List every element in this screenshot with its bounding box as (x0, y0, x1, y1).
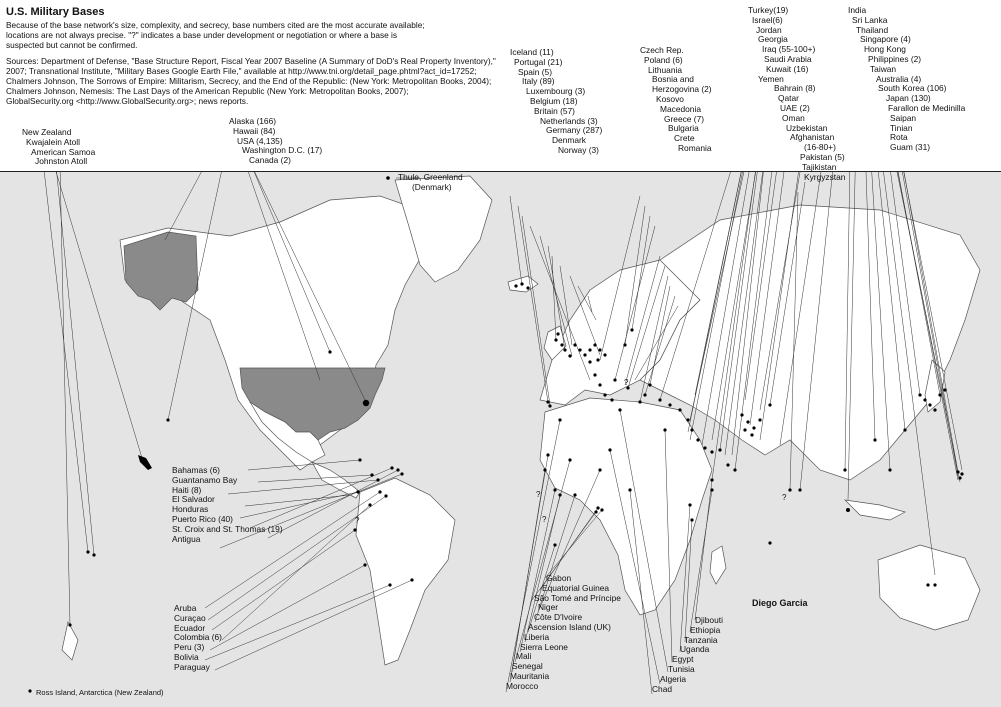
place-label: Czech Rep. (640, 45, 684, 55)
place-label: Ethiopia (690, 624, 721, 635)
place-label: Taiwan (870, 63, 897, 74)
place-label: El Salvador (172, 494, 215, 505)
place-label: Gabon (546, 573, 572, 583)
place-label: Portugal (21) (514, 56, 563, 67)
place-label: Poland (6) (644, 54, 683, 65)
place-label: Romania (678, 142, 712, 153)
place-label: Guantanamo Bay (172, 474, 238, 485)
place-label: Bulgaria (668, 123, 699, 134)
place-label: Chad (652, 683, 673, 694)
place-label: Japan (130) (886, 93, 931, 104)
label-ross-island: Ross Island, Antarctica (New Zealand) (36, 688, 164, 697)
place-label: Jordan (756, 24, 782, 35)
place-label: Kwajalein Atoll (26, 136, 81, 147)
place-label: Macedonia (660, 103, 701, 114)
place-label: Netherlands (3) (540, 115, 598, 126)
map-title: U.S. Military Bases (6, 6, 105, 18)
place-label: Philippines (2) (868, 53, 922, 64)
place-label: UAE (2) (780, 102, 810, 113)
place-label: Kuwait (16) (766, 63, 809, 74)
label-group-west-africa (506, 574, 621, 692)
place-label: Tinian (890, 122, 913, 133)
label-group-north-america (229, 117, 322, 166)
place-label: Guam (31) (890, 142, 931, 153)
place-label: Iraq (55-100+) (762, 44, 816, 55)
place-label: USA (4,135) (237, 135, 283, 146)
place-label: Iceland (11) (510, 47, 554, 57)
place-label: Djibouti (695, 615, 723, 625)
place-label: Uganda (680, 644, 710, 655)
map-description (6, 20, 476, 50)
place-label: Côte D'Ivoire (534, 612, 583, 623)
place-label: Mali (516, 651, 532, 662)
place-label: Thailand (856, 24, 889, 35)
place-label: Mauritania (510, 670, 550, 681)
place-label: South Korea (106) (878, 83, 947, 94)
place-label: Tunisia (668, 663, 695, 674)
place-label: Kyrgyzstan (804, 171, 846, 182)
place-label: Honduras (172, 504, 209, 515)
place-label: (Denmark) (412, 182, 452, 192)
place-label: St. Croix and St. Thomas (19) (172, 523, 283, 534)
place-label: Canada (2) (249, 155, 291, 166)
place-label: Bahrain (8) (774, 83, 816, 94)
place-label: Hawaii (84) (233, 125, 276, 136)
label-group-eastern-europe (640, 46, 712, 154)
place-label: Sierra Leone (520, 641, 568, 652)
place-label: Luxembourg (3) (526, 86, 586, 97)
svg-text:?: ? (782, 493, 787, 502)
place-label: Uzbekistan (786, 122, 828, 133)
place-label: Bolivia (174, 651, 199, 662)
place-label: Curaçao (174, 612, 206, 623)
place-label: Singapore (4) (860, 34, 911, 45)
place-label: Alaska (166) (229, 116, 277, 126)
place-label: (16-80+) (804, 142, 836, 153)
place-label: Thule, Greenland (398, 172, 463, 182)
place-label: Bahamas (6) (172, 465, 220, 475)
place-label: Morocco (506, 680, 539, 691)
place-label: Tajikistan (802, 161, 837, 172)
place-label: Pakistan (5) (800, 151, 845, 162)
place-label: Britain (57) (534, 105, 575, 116)
description-line: Because of the base network's size, complexity, and secrecy, base numbers cited are the most accurate available; (6, 20, 425, 30)
label-diego-garcia: Diego Garcia (752, 598, 808, 608)
place-label: Ecuador (174, 622, 206, 633)
sources-line: Chalmers Johnson, The Sorrows of Empire: Militarism, Secrecy, and the End of the Republic: (New York: Metropolitan Books, 2004); (6, 76, 492, 86)
label-group-asia-pacific (848, 6, 965, 153)
sources-line: 2007; Transnational Institute, "Military Bases Google Earth File," available at http://www.tni.org/detail_page.phtml?act_id=17252; (6, 66, 477, 76)
place-label: Washington D.C. (17) (242, 145, 323, 156)
place-label: Equatorial Guinea (542, 582, 610, 593)
place-label: Australia (4) (876, 73, 922, 84)
place-label: Puerto Rico (40) (172, 513, 233, 524)
place-label: Colombia (6) (174, 632, 222, 643)
place-label: Algeria (660, 673, 687, 684)
place-label: Senegal (512, 661, 543, 672)
place-label: Spain (5) (518, 66, 552, 77)
place-label: Yemen (758, 73, 784, 84)
svg-text:?: ? (536, 490, 541, 499)
sources-line: Sources: Department of Defense, "Base Structure Report, Fiscal Year 2007 Baseline (A Summary of DoD's Real Property Inventory)," (6, 56, 496, 66)
sources-line: Chalmers Johnson, Nemesis: The Last Days of the American Republic (New York: Metropolitan Books, 2007); (6, 86, 409, 96)
place-label: Italy (89) (522, 76, 555, 87)
label-thule (398, 172, 463, 192)
label-group-east-africa (650, 616, 723, 694)
label-group-middle-east (748, 6, 845, 182)
place-label: Herzogovina (2) (652, 84, 712, 95)
svg-text:?: ? (542, 515, 547, 524)
place-label: Norway (3) (558, 144, 599, 155)
description-line: suspected but cannot be confirmed. (6, 40, 138, 50)
place-label: Saipan (890, 112, 917, 123)
place-label: Lithuania (648, 64, 682, 75)
place-label: Bosnia and (652, 74, 694, 85)
label-group-south-america (174, 604, 222, 673)
place-label: India (848, 5, 867, 15)
place-label: Saudi Arabia (764, 53, 812, 64)
svg-text:?: ? (355, 516, 360, 525)
svg-text:?: ? (624, 378, 629, 387)
place-label: São Tomé and Príncipe (534, 592, 621, 603)
place-label: Germany (287) (546, 125, 603, 136)
place-label: Qatar (778, 93, 799, 104)
place-label: American Samoa (31, 146, 96, 157)
place-label: Israel(6) (752, 14, 783, 25)
place-label: Denmark (552, 135, 586, 146)
label-group-caribbean (172, 466, 283, 544)
place-label: Greece (7) (664, 113, 705, 124)
place-label: Rota (890, 132, 908, 143)
place-label: Farallon de Medinilla (888, 102, 966, 113)
place-label: Paraguay (174, 661, 210, 672)
place-label: Sri Lanka (852, 14, 888, 25)
place-label: New Zealand (22, 127, 72, 137)
place-label: Niger (538, 602, 559, 613)
sources-line: GlobalSecurity.org <http://www.GlobalSecurity.org>; news reports. (6, 96, 249, 106)
place-label: Johnston Atoll (35, 156, 88, 167)
place-label: Turkey(19) (748, 5, 789, 15)
map-sources (6, 56, 506, 106)
place-label: Hong Kong (864, 44, 906, 55)
place-label: Ascension Island (UK) (528, 621, 611, 632)
label-group-western-europe (510, 48, 602, 156)
place-label: Peru (3) (174, 642, 205, 653)
place-label: Georgia (758, 34, 788, 45)
place-label: Afghanistan (790, 132, 835, 143)
place-label: Haiti (8) (172, 484, 202, 495)
place-label: Belgium (18) (530, 95, 578, 106)
place-label: Kosovo (656, 93, 684, 104)
place-label: Liberia (524, 631, 550, 642)
place-label: Aruba (174, 603, 197, 613)
description-line: locations are not always precise. "?" indicates a base under development or negotiation or where a base is (6, 30, 398, 40)
place-label: Crete (674, 133, 695, 144)
place-label: Tanzania (684, 634, 718, 645)
label-group-pacific-islands (22, 128, 95, 167)
place-label: Egypt (672, 654, 694, 665)
place-label: Oman (782, 112, 805, 123)
place-label: Antigua (172, 533, 201, 544)
